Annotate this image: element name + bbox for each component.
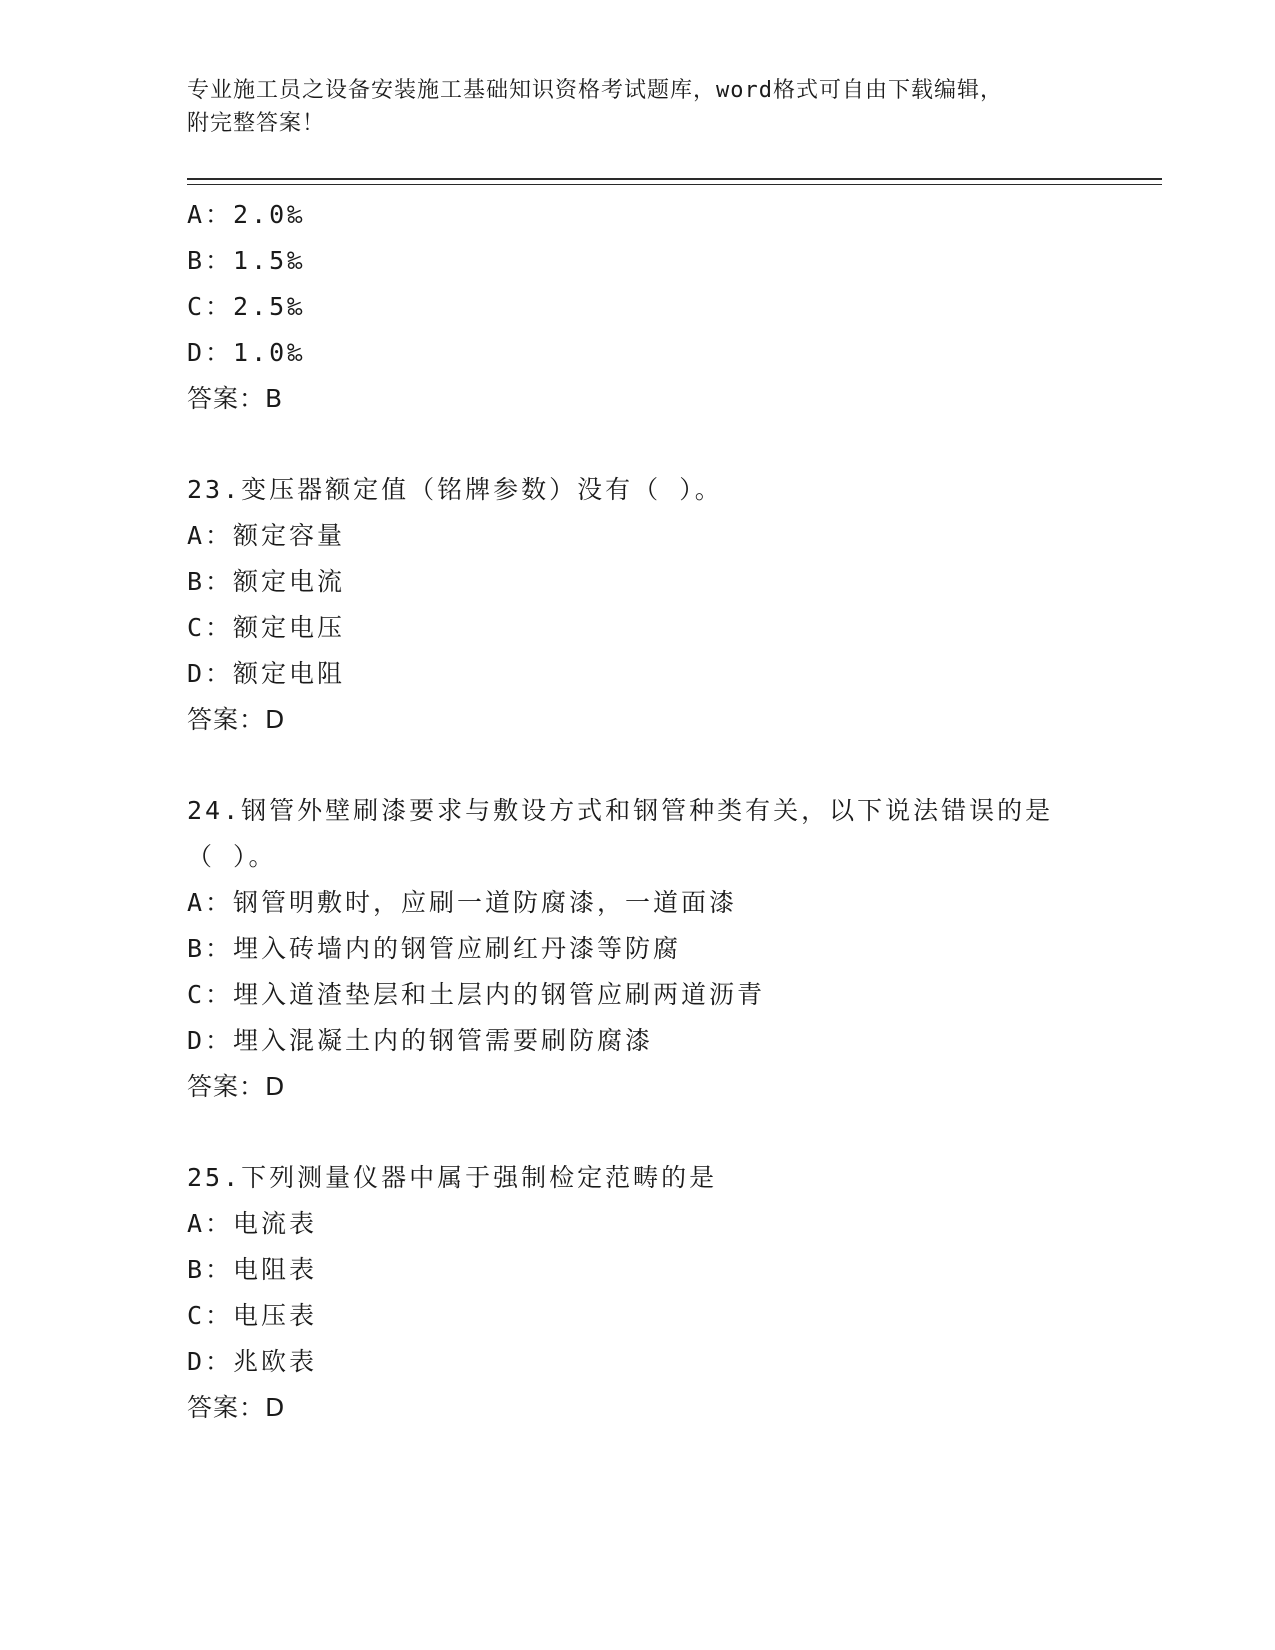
spacer [187,422,1162,467]
header-divider-thick [187,178,1162,180]
question-stem-line-2: （ ）。 [187,842,277,871]
option-c: C：额定电压 [187,613,346,642]
header-line-1: 专业施工员之设备安装施工基础知识资格考试题库，word格式可自由下载编辑， [187,78,1003,103]
question-block-22 [187,192,1162,422]
option-a: A：2.0‰ [187,200,306,229]
option-d: D：1.0‰ [187,338,306,367]
question-stem-line-1: 24.钢管外壁刷漆要求与敷设方式和钢管种类有关，以下说法错误的是 [187,796,1054,825]
option-c: C：埋入道渣垫层和土层内的钢管应刷两道沥青 [187,980,766,1009]
answer-line: 答案：D [187,1072,286,1101]
option-c: C：2.5‰ [187,292,306,321]
question-stem: 23.变压器额定值（铭牌参数）没有（ ）。 [187,475,723,504]
header-divider-thin [187,184,1162,185]
question-stem: 25.下列测量仪器中属于强制检定范畴的是 [187,1163,718,1192]
option-a: A：额定容量 [187,521,346,550]
option-b: B：电阻表 [187,1255,318,1284]
answer-line: 答案：D [187,1393,286,1422]
question-block-25 [187,1155,1162,1431]
option-d: D：兆欧表 [187,1347,318,1376]
spacer [187,1110,1162,1155]
header-line-2: 附完整答案！ [187,111,326,136]
option-c: C：电压表 [187,1301,318,1330]
question-block-24 [187,788,1162,1110]
document-header [187,74,1077,140]
option-b: B：埋入砖墙内的钢管应刷红丹漆等防腐 [187,934,682,963]
option-d: D：埋入混凝土内的钢管需要刷防腐漆 [187,1026,654,1055]
option-a: A：钢管明敷时，应刷一道防腐漆，一道面漆 [187,888,738,917]
option-b: B：额定电流 [187,567,346,596]
answer-line: 答案：D [187,705,286,734]
option-b: B：1.5‰ [187,246,306,275]
question-list [187,192,1162,1431]
spacer [187,743,1162,788]
option-d: D：额定电阻 [187,659,346,688]
option-a: A：电流表 [187,1209,318,1238]
question-block-23 [187,467,1162,743]
answer-line: 答案：B [187,384,284,413]
